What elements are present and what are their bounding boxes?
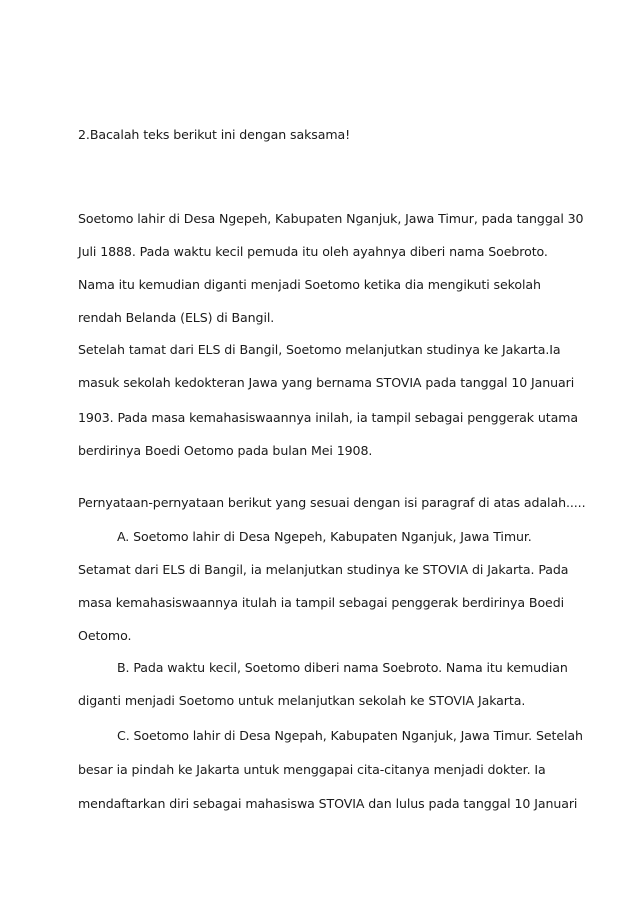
option-b-line: B. Pada waktu kecil, Soetomo diberi nama Soebroto. Nama itu kemudian <box>117 660 568 675</box>
passage-line: berdirinya Boedi Oetomo pada bulan Mei 1908. <box>78 443 373 458</box>
passage-line: masuk sekolah kedokteran Jawa yang bernama STOVIA pada tanggal 10 Januari <box>78 375 575 390</box>
option-a-line: masa kemahasiswaannya itulah ia tampil sebagai penggerak berdirinya Boedi <box>78 595 564 610</box>
option-c-line: C. Soetomo lahir di Desa Ngepah, Kabupaten Nganjuk, Jawa Timur. Setelah <box>117 728 583 743</box>
passage-line: Nama itu kemudian diganti menjadi Soetomo ketika dia mengikuti sekolah <box>78 277 541 292</box>
passage-line: Juli 1888. Pada waktu kecil pemuda itu oleh ayahnya diberi nama Soebroto. <box>78 244 548 259</box>
option-a-line: A. Soetomo lahir di Desa Ngepeh, Kabupaten Nganjuk, Jawa Timur. <box>117 529 532 544</box>
option-c-line: besar ia pindah ke Jakarta untuk menggapai cita-citanya menjadi dokter. Ia <box>78 762 546 777</box>
passage-line: rendah Belanda (ELS) di Bangil. <box>78 310 275 325</box>
passage-line: Soetomo lahir di Desa Ngepeh, Kabupaten Nganjuk, Jawa Timur, pada tanggal 30 <box>78 211 584 226</box>
option-a-line: Oetomo. <box>78 628 132 643</box>
option-a-line: Setamat dari ELS di Bangil, ia melanjutkan studinya ke STOVIA di Jakarta. Pada <box>78 562 569 577</box>
passage-line: Setelah tamat dari ELS di Bangil, Soetomo melanjutkan studinya ke Jakarta.Ia <box>78 342 561 357</box>
question-heading: 2.Bacalah teks berikut ini dengan saksama! <box>78 127 351 142</box>
option-b-line: diganti menjadi Soetomo untuk melanjutkan sekolah ke STOVIA Jakarta. <box>78 693 526 708</box>
passage-line: 1903. Pada masa kemahasiswaannya inilah, ia tampil sebagai penggerak utama <box>78 410 578 425</box>
option-c-line: mendaftarkan diri sebagai mahasiswa STOVIA dan lulus pada tanggal 10 Januari <box>78 796 578 811</box>
question-prompt: Pernyataan-pernyataan berikut yang sesuai dengan isi paragraf di atas adalah..... <box>78 495 586 510</box>
